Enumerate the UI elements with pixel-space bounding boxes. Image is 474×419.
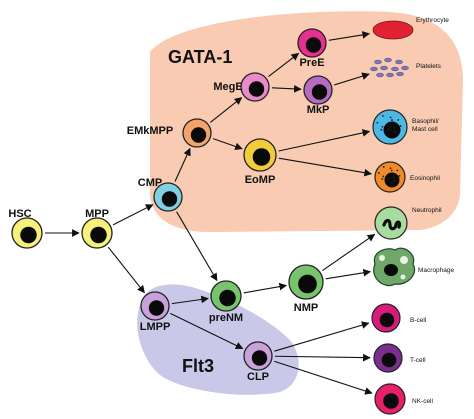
eomp-label: EoMP — [244, 174, 276, 186]
arrow-mpp-to-cmp — [113, 205, 153, 225]
emkmpp-label: EMkMPP — [126, 125, 174, 137]
pree-cell — [298, 29, 326, 57]
mkp-cell — [304, 76, 332, 104]
mkp-nucleus — [312, 84, 327, 99]
gata1-label: GATA-1 — [168, 47, 233, 67]
neutrophil-label: Neutrophil — [412, 207, 442, 214]
nkcell-label: NK-cell — [412, 398, 433, 405]
cmp-label: CMP — [137, 177, 163, 189]
hsc-label: HSC — [8, 208, 32, 220]
nkcell-cell — [375, 384, 405, 414]
neutrophil-cell — [375, 207, 407, 239]
arrow-nmp-to-neutrophil — [322, 234, 374, 270]
arrow-prenm-to-nmp — [244, 285, 287, 292]
eosinophil-cell — [375, 162, 405, 192]
arrow-mpp-to-lmpp — [108, 247, 144, 293]
bcell-label: B-cell — [410, 317, 427, 324]
mkp-label: MkP — [306, 104, 330, 116]
basophil-label: Basophil/ Mast cell — [412, 118, 439, 133]
mpp-label: MPP — [85, 208, 109, 220]
macrophage-label: Macrophage — [418, 267, 455, 274]
erythrocyte-label: Erythrocyte — [416, 17, 449, 24]
nmp-nucleus — [298, 275, 317, 294]
mpp-cell — [82, 218, 112, 248]
bcell-cell — [372, 304, 400, 332]
prenm-cell — [211, 281, 241, 311]
lmpp-nucleus — [149, 300, 164, 315]
arrow-nmp-to-macrophage — [326, 272, 371, 279]
mege-label: MegE — [213, 81, 243, 93]
eomp-nucleus — [253, 148, 271, 166]
clp-nucleus — [252, 350, 267, 365]
mpp-nucleus — [90, 227, 107, 244]
nmp-label: NMP — [293, 302, 319, 314]
platelets-label: Platelets — [416, 63, 441, 70]
nmp-cell — [289, 265, 323, 299]
arrow-clp-to-bcell — [274, 323, 368, 351]
erythrocyte-cell — [373, 21, 413, 39]
basophil-cell — [373, 110, 407, 144]
clp-label: CLP — [247, 371, 269, 383]
hsc-nucleus — [20, 227, 37, 244]
clp-cell — [244, 342, 272, 370]
pree-nucleus — [306, 37, 321, 52]
prenm-label: preNM — [208, 312, 244, 324]
prenm-nucleus — [219, 290, 236, 307]
pree-label: PreE — [299, 57, 325, 69]
macrophage-cell — [374, 248, 415, 285]
tcell-cell — [374, 344, 402, 372]
hsc-cell — [12, 218, 42, 248]
tcell-label: T-cell — [410, 357, 426, 364]
lmpp-cell — [141, 292, 169, 320]
emkmpp-cell — [183, 119, 211, 147]
mege-cell — [241, 73, 269, 101]
cmp-nucleus — [162, 191, 177, 206]
mege-nucleus — [249, 81, 264, 96]
flt3-label: Flt3 — [182, 356, 215, 376]
eomp-cell — [244, 139, 276, 171]
lmpp-label: LMPP — [139, 321, 171, 333]
emkmpp-nucleus — [191, 127, 206, 142]
eosinophil-label: Eosinophil — [410, 175, 440, 182]
